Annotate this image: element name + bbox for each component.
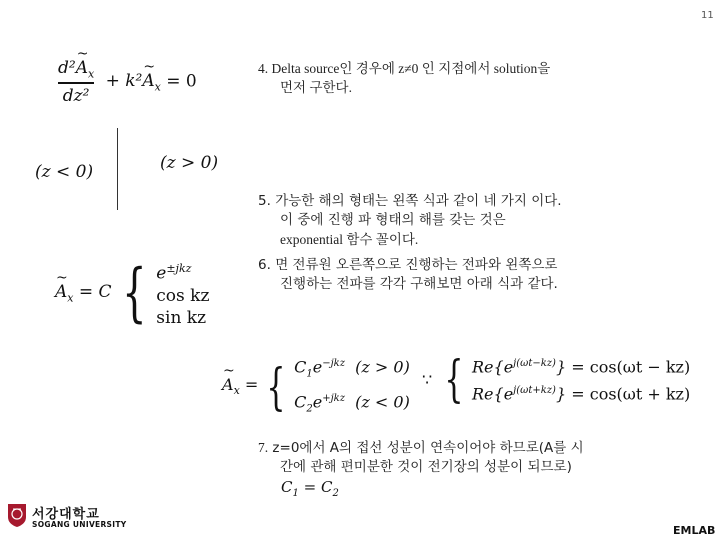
item-6-line1: 면 전류원 오른쪽으로 진행하는 전파와 왼쪽으로 (275, 257, 558, 273)
region-divider (117, 128, 118, 210)
second-derivative-fraction: $\frac{d^2\sim A_x}{\text{dz²}}$ (58, 58, 94, 106)
solution-row-cos: cos kz (156, 285, 210, 306)
item-6-line2: 진행하는 전파를 각각 구해보면 아래 식과 같다. (280, 276, 558, 292)
page-number: 11 (701, 10, 714, 21)
real-part-relations (422, 352, 690, 407)
solution-brace: { (121, 256, 147, 331)
solution-row-sin: sin kz (156, 307, 207, 328)
relation-row-2: $Re\{e^{j(\omega t+kz)}\} = \cos(\omega t + kz)$ (472, 384, 691, 404)
item-4-number: 4. (258, 61, 269, 76)
item-7 (258, 438, 584, 477)
because-symbol: ∵ (422, 369, 433, 389)
item-4 (258, 59, 550, 97)
piecewise-row-1: $C_1e^{-jkz}$ (z > 0) (294, 357, 410, 380)
university-korean-name: 서강대학교 (32, 507, 100, 522)
item-7-line1: z=0에서 A의 접선 성분이 연속이어야 하므로(A를 시 (272, 440, 584, 456)
item-7-number: 7. (258, 440, 269, 455)
solution-rows (156, 258, 209, 329)
item-5-line1: 가능한 해의 형태는 왼쪽 식과 같이 네 가지 이다. (275, 193, 562, 209)
piecewise-rows (294, 352, 410, 421)
item-6 (258, 256, 558, 294)
item-6-number: 6. (258, 257, 271, 273)
item-5-number: 5. (258, 193, 271, 209)
relations-brace: { (444, 350, 464, 409)
item-5-line3: exponential 함수 꼴이다. (280, 232, 419, 247)
wave-eq-equals: = 0 (166, 71, 197, 92)
wave-eq-tail: + k²~ $A_x$ (106, 71, 161, 91)
university-seal-icon (6, 502, 28, 528)
piecewise-brace: { (266, 357, 286, 416)
general-solution: ~ $A_x = C$ { $e^{\pm jkz}$ cos kz sin kz (55, 258, 209, 329)
item-4-line1: Delta source인 경우에 z≠0 인 지점에서 solution을 (271, 61, 551, 76)
piecewise-row-2: $C_2e^{+jkz}$ (z < 0) (294, 391, 410, 415)
item-4-line2: 먼저 구한다. (280, 80, 352, 95)
piecewise-solution: ~ $A_x$ = { $C_1e^{-jkz}$ (z > 0) $C_2e^{+jkz}$ (z < 0) (222, 352, 410, 421)
lab-label: EMLAB (673, 524, 716, 537)
region-right-label: (z > 0) (160, 153, 219, 173)
relation-row-1: $Re\{e^{j(\omega t-kz)}\} = \cos(\omega t - kz)$ (472, 357, 691, 377)
university-english-name: SOGANG UNIVERSITY (32, 520, 127, 529)
region-left-label: (z < 0) (35, 162, 94, 182)
item-7-line2: 간에 관해 편미분한 것이 전기장의 성분이 되므로) (280, 459, 572, 475)
solution-row-exp: $e^{\pm jkz}$ (156, 262, 192, 284)
wave-equation (58, 58, 197, 106)
continuity-equation: $C_1 = C_2$ (281, 478, 339, 499)
relations-rows (472, 352, 690, 407)
item-5-line2: 이 중에 진행 파 형태의 해를 갖는 것은 (280, 212, 506, 228)
item-5 (258, 192, 562, 249)
